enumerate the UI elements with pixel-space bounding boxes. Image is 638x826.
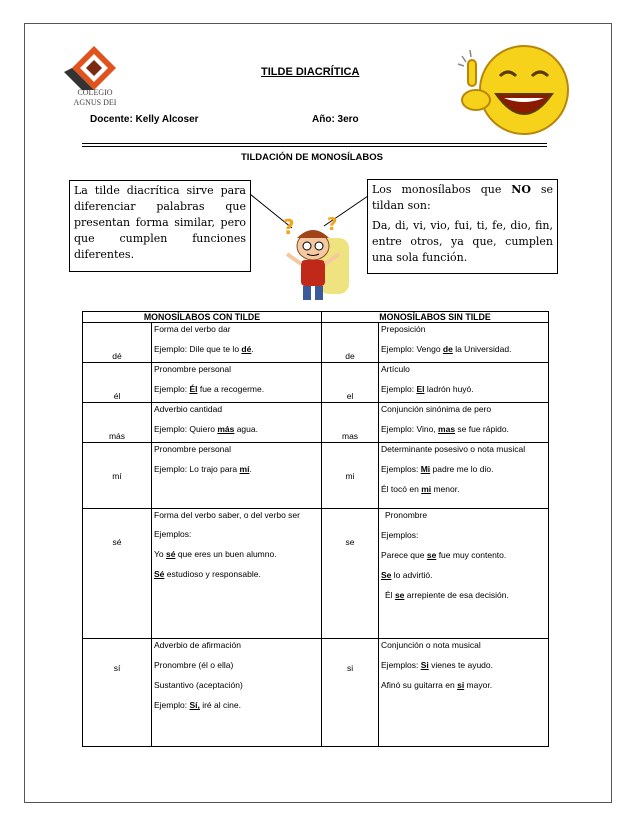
table-row	[83, 509, 549, 639]
meaning-cell: Forma del verbo dar Ejemplo: Dile que te lo dé.	[152, 323, 322, 363]
word-with-tilde: sí	[83, 639, 152, 747]
table-row	[83, 639, 549, 747]
word-with-tilde: mí	[83, 443, 152, 509]
header-without-tilde: MONOSÍLABOS SIN TILDE	[322, 312, 549, 323]
header-with-tilde: MONOSÍLABOS CON TILDE	[83, 312, 322, 323]
laughing-smiley-icon	[456, 42, 572, 140]
meaning-cell: Determinante posesivo o nota musical Ejemplos: Mi padre me lo dio. Él tocó en mi menor.	[379, 443, 549, 509]
callout-no-tilde-intro: Los monosílabos que NO se tildan son:	[372, 183, 553, 212]
table-row	[83, 443, 549, 509]
meaning-cell: Pronombre personal Ejemplo: Él fue a recogerme.	[152, 363, 322, 403]
thinking-kid-icon	[279, 212, 355, 304]
word-without-tilde: mi	[322, 443, 379, 509]
callout-no-tilde	[367, 179, 558, 274]
meaning-cell: Artículo Ejemplo: El ladrón huyó.	[379, 363, 549, 403]
callout-no-tilde-examples: Da, di, vi, vio, fui, ti, fe, dio, fin, entre otros, ya que, cumplen una sola función.	[372, 219, 553, 264]
page-title: TILDE DIACRÍTICA	[261, 66, 360, 78]
year-label: Año: 3ero	[312, 114, 359, 125]
meaning-cell: Conjunción sinónima de pero Ejemplo: Vino, mas se fue rápido.	[379, 403, 549, 443]
meaning-cell: Pronombre personal Ejemplo: Lo trajo para mí.	[152, 443, 322, 509]
word-without-tilde: de	[322, 323, 379, 363]
word-without-tilde: si	[322, 639, 379, 747]
word-with-tilde: sé	[83, 509, 152, 639]
table-row	[83, 403, 549, 443]
word-with-tilde: más	[83, 403, 152, 443]
table-header-row	[83, 312, 549, 323]
word-without-tilde: se	[322, 509, 379, 639]
monosyllables-table	[82, 311, 549, 747]
svg-text:?: ?	[283, 215, 295, 239]
word-with-tilde: dé	[83, 323, 152, 363]
svg-text:?: ?	[327, 214, 338, 235]
section-subtitle: TILDACIÓN DE MONOSÍLABOS	[241, 152, 383, 163]
meaning-cell: Pronombre Ejemplos: Parece que se fue muy contento. Se lo advirtió. Él se arrepiente de esa decisión.	[379, 509, 549, 639]
table-row	[83, 363, 549, 403]
meaning-cell: Preposición Ejemplo: Vengo de la Universidad.	[379, 323, 549, 363]
logo-text: COLEGIO AGNUS DEI	[73, 88, 117, 107]
meaning-cell: Adverbio cantidad Ejemplo: Quiero más agua.	[152, 403, 322, 443]
word-with-tilde: él	[83, 363, 152, 403]
word-without-tilde: el	[322, 363, 379, 403]
table-row	[83, 323, 549, 363]
callout-definition: La tilde diacrítica sirve para diferenciar palabras que presentan forma similar, pero que cumplen funciones diferentes.	[69, 180, 251, 272]
meaning-cell: Conjunción o nota musical Ejemplos: Si vienes te ayudo. Afinó su guitarra en si mayor.	[379, 639, 549, 747]
word-without-tilde: mas	[322, 403, 379, 443]
separator-line	[82, 143, 547, 144]
meaning-cell: Adverbio de afirmación Pronombre (él o ella) Sustantivo (aceptación) Ejemplo: Sí, iré al cine.	[152, 639, 322, 747]
meaning-cell: Forma del verbo saber, o del verbo ser Ejemplos: Yo sé que eres un buen alumno. Sé estudioso y responsable.	[152, 509, 322, 639]
separator-line	[82, 146, 547, 147]
teacher-label: Docente: Kelly Alcoser	[90, 114, 199, 125]
